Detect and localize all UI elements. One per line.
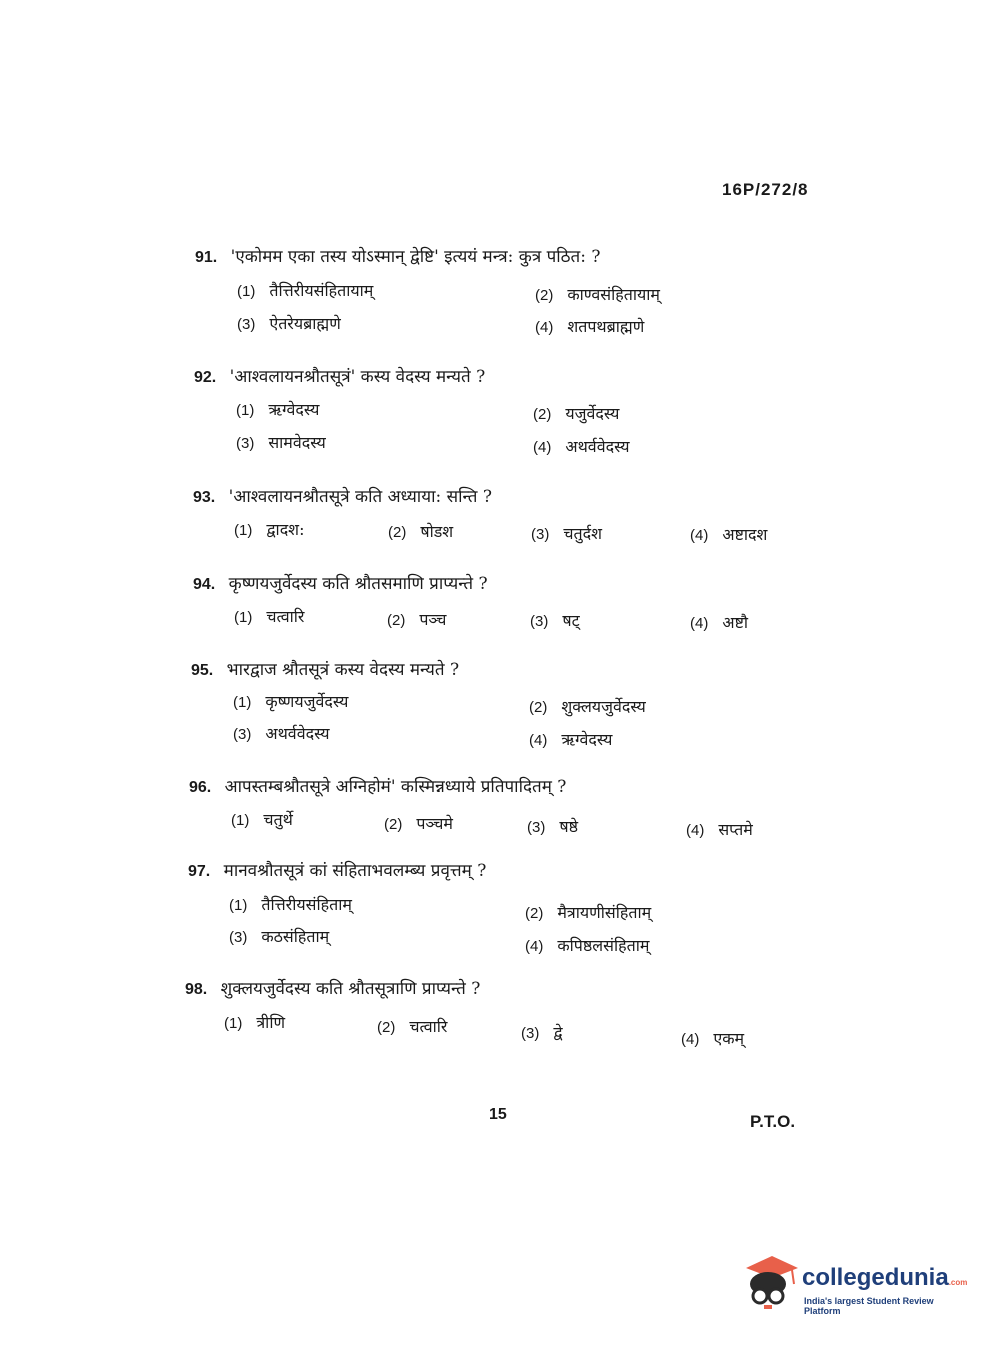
brand-tagline: India's largest Student Review Platform	[804, 1296, 934, 1316]
option-4: (4) सप्तमे	[686, 820, 753, 839]
brand-dot: .com	[948, 1278, 968, 1287]
option-1: (1) त्रीणि	[224, 1013, 286, 1032]
mascot-icon	[742, 1250, 802, 1312]
question-number: 96.	[189, 779, 212, 796]
question-number: 91.	[195, 249, 218, 266]
option-3: (3) अथर्ववेदस्य	[233, 724, 330, 743]
option-2: (2) शुक्लयजुर्वेदस्य	[529, 697, 646, 716]
option-3: (3) षष्ठे	[527, 817, 579, 836]
brand-name: collegedunia	[802, 1264, 949, 1291]
question-number: 94.	[193, 576, 216, 593]
question-text: भारद्वाज श्रौतसूत्रं कस्य वेदस्य मन्यते ?	[226, 660, 460, 680]
question-number: 92.	[194, 369, 217, 386]
option-4: (4) अथर्ववेदस्य	[533, 437, 630, 456]
option-1: (1) ऋग्वेदस्य	[236, 400, 320, 419]
option-4: (4) अष्टादश	[690, 525, 768, 544]
question-text: मानवश्रौतसूत्रं कां संहिताभवलम्ब्य प्रवृत्तम् ?	[223, 861, 487, 881]
option-3: (3) द्वे	[521, 1023, 563, 1042]
option-1: (1) तैत्तिरीयसंहिताम्	[229, 895, 352, 914]
option-3: (3) ऐतरेयब्राह्मणे	[237, 314, 341, 333]
option-1: (1) चत्वारि	[234, 607, 305, 626]
question-text: कृष्णयजुर्वेदस्य कति श्रौतसमाणि प्राप्यन्ते ?	[228, 574, 488, 594]
option-1: (1) तैत्तिरीयसंहितायाम्	[237, 281, 374, 300]
option-4: (4) अष्टौ	[690, 613, 749, 632]
question-number: 95.	[191, 662, 214, 679]
question-text: 'आश्वलायनश्रौतसूत्रं' कस्य वेदस्य मन्यते ?	[229, 367, 486, 387]
brand-logo	[742, 1250, 972, 1316]
option-3: (3) कठसंहिताम्	[229, 927, 330, 946]
option-3: (3) सामवेदस्य	[236, 433, 326, 452]
option-4: (4) शतपथब्राह्मणे	[535, 317, 645, 336]
pto-label: P.T.O.	[750, 1112, 796, 1131]
question-number: 97.	[188, 863, 211, 880]
option-2: (2) चत्वारि	[377, 1017, 448, 1036]
question-text: आपस्तम्बश्रौतसूत्रे अग्निहोमं' कस्मिन्नध्याये प्रतिपादितम् ?	[224, 777, 567, 797]
option-2: (2) यजुर्वेदस्य	[533, 404, 620, 423]
option-2: (2) काण्वसंहितायाम्	[535, 285, 660, 304]
option-3: (3) षट्	[530, 611, 580, 630]
option-1: (1) चतुर्थे	[231, 810, 293, 829]
option-4: (4) ऋग्वेदस्य	[529, 730, 613, 749]
option-2: (2) पञ्चमे	[384, 814, 453, 833]
question-text: शुक्लयजुर्वेदस्य कति श्रौतसूत्राणि प्राप्यन्ते ?	[220, 979, 481, 999]
page-number: 15	[489, 1106, 507, 1123]
option-1: (1) द्वादश:	[234, 520, 305, 539]
option-3: (3) चतुर्दश	[531, 524, 602, 543]
question-text: 'एकोमम एका तस्य योऽस्मान् द्वेष्टि' इत्ययं मन्त्र: कुत्र पठित: ?	[230, 247, 601, 267]
option-1: (1) कृष्णयजुर्वेदस्य	[233, 692, 349, 711]
question-number: 98.	[185, 981, 208, 998]
option-4: (4) एकम्	[681, 1029, 745, 1048]
option-2: (2) मैत्रायणीसंहिताम्	[525, 903, 652, 922]
question-text: 'आश्वलायनश्रौतसूत्रे कति अध्याया: सन्ति ?	[228, 487, 492, 507]
option-2: (2) पञ्च	[387, 610, 447, 629]
option-2: (2) षोडश	[388, 522, 454, 541]
paper-code: 16P/272/8	[722, 180, 809, 199]
question-number: 93.	[193, 489, 216, 506]
option-4: (4) कपिष्ठलसंहिताम्	[525, 936, 650, 955]
